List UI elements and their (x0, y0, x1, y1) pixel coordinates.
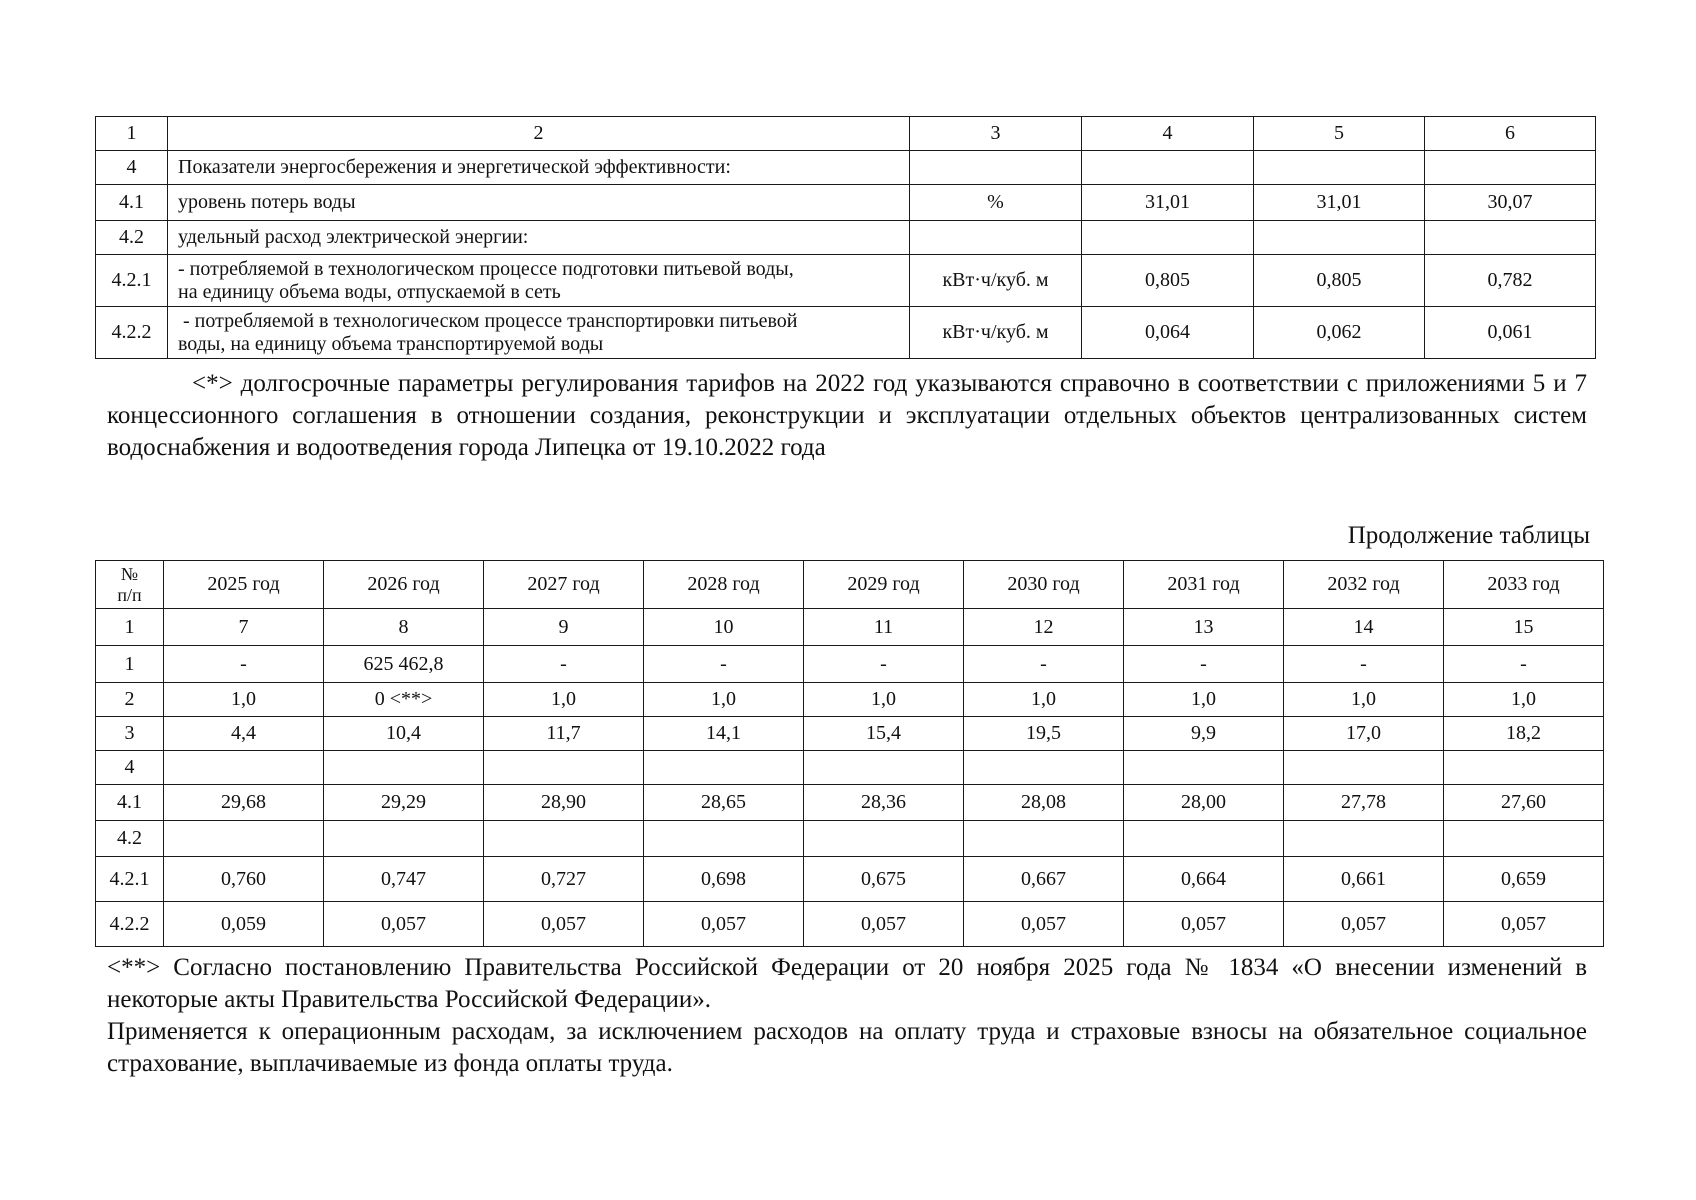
year-header: 2027 год (484, 561, 644, 609)
footnote-single-asterisk: <*> долгосрочные параметры регулирования тарифов на 2022 год указываются справочно в соответствии с приложениями 5 и 7 концессионного соглашения в отношении создания, реконструкции и эксплуатации отдельных объектов централизованных систем водоснабжения и водоотведения города Липецка от 19.10.2022 года (107, 370, 1587, 461)
table-row (96, 857, 1604, 902)
col-num: 12 (964, 609, 1124, 646)
value-cell: 28,36 (804, 785, 964, 821)
value-cell (484, 751, 644, 785)
value-cell: 0,057 (1284, 902, 1444, 947)
value-cell: 0,061 (1425, 307, 1596, 359)
value-cell: 0,698 (644, 857, 804, 902)
value-cell: - (1124, 646, 1284, 683)
indicator-name (168, 307, 910, 359)
value-cell (164, 821, 324, 857)
value-cell (1254, 221, 1425, 255)
indicators-table-continuation (95, 560, 1604, 947)
value-cell: 18,2 (1444, 717, 1604, 751)
value-cell (1082, 151, 1254, 185)
value-cell: 14,1 (644, 717, 804, 751)
table-row (96, 646, 1604, 683)
indicator-name: удельный расход электрической энергии: (168, 221, 910, 255)
value-cell: - (804, 646, 964, 683)
value-cell: 27,78 (1284, 785, 1444, 821)
indicator-name-line: воды, на единицу объема транспортируемой воды (178, 332, 604, 355)
col-num: 3 (910, 117, 1082, 151)
value-cell: 1,0 (964, 683, 1124, 717)
value-cell (964, 751, 1124, 785)
continuation-label: Продолжение таблицы (1347, 522, 1590, 549)
value-cell: 0,805 (1254, 255, 1425, 307)
row-number: 2 (96, 683, 164, 717)
value-cell: 0,675 (804, 857, 964, 902)
year-header: 2030 год (964, 561, 1124, 609)
value-cell (804, 751, 964, 785)
value-cell (324, 821, 484, 857)
value-cell: 0,059 (164, 902, 324, 947)
row-number: 4.2 (96, 221, 168, 255)
value-cell: 0 <**> (324, 683, 484, 717)
row-number: 4.2.1 (96, 857, 164, 902)
value-cell: 11,7 (484, 717, 644, 751)
value-cell: 1,0 (484, 683, 644, 717)
value-cell: 1,0 (164, 683, 324, 717)
col-num: 10 (644, 609, 804, 646)
value-cell: 0,805 (1082, 255, 1254, 307)
year-header: 2028 год (644, 561, 804, 609)
value-cell: - (964, 646, 1124, 683)
table-row (96, 821, 1604, 857)
value-cell: 0,057 (964, 902, 1124, 947)
unit-cell (910, 151, 1082, 185)
col-num: 13 (1124, 609, 1284, 646)
value-cell: 28,65 (644, 785, 804, 821)
unit-cell: % (910, 185, 1082, 221)
table-row (96, 902, 1604, 947)
col-num: 14 (1284, 609, 1444, 646)
value-cell (1124, 821, 1284, 857)
value-cell: 1,0 (644, 683, 804, 717)
value-cell (1284, 821, 1444, 857)
value-cell: 0,659 (1444, 857, 1604, 902)
value-cell (804, 821, 964, 857)
value-cell (1425, 151, 1596, 185)
table-row (96, 751, 1604, 785)
value-cell: 0,057 (1124, 902, 1284, 947)
value-cell: 0,727 (484, 857, 644, 902)
row-number: 4.2.2 (96, 902, 164, 947)
indicator-name (168, 255, 910, 307)
value-cell: 10,4 (324, 717, 484, 751)
footnote-double-asterisk: <**> Согласно постановлению Правительства Российской Федерации от 20 ноября 2025 года № 1834 «О внесении изменений в некоторые акты Правительства Российской Федерации». (107, 954, 1587, 1013)
row-number: 4.2 (96, 821, 164, 857)
table-row (96, 683, 1604, 717)
value-cell: 0,062 (1254, 307, 1425, 359)
col-num: 6 (1425, 117, 1596, 151)
value-cell: 27,60 (1444, 785, 1604, 821)
value-cell (644, 821, 804, 857)
table-row (96, 307, 1596, 359)
value-cell: - (1444, 646, 1604, 683)
indicator-name: Показатели энергосбережения и энергетической эффективности: (168, 151, 910, 185)
value-cell: 19,5 (964, 717, 1124, 751)
table-row (96, 185, 1596, 221)
col-num: 7 (164, 609, 324, 646)
col-num: 1 (96, 117, 168, 151)
table-row (96, 255, 1596, 307)
unit-cell (910, 221, 1082, 255)
col-num: 2 (168, 117, 910, 151)
value-cell: 29,68 (164, 785, 324, 821)
value-cell: 0,747 (324, 857, 484, 902)
value-cell: 0,057 (804, 902, 964, 947)
value-cell (1425, 221, 1596, 255)
value-cell (1124, 751, 1284, 785)
row-number: 4.2.1 (96, 255, 168, 307)
value-cell (964, 821, 1124, 857)
value-cell: 1,0 (1444, 683, 1604, 717)
value-cell: 1,0 (1124, 683, 1284, 717)
value-cell: 0,782 (1425, 255, 1596, 307)
value-cell: 29,29 (324, 785, 484, 821)
value-cell: 0,057 (324, 902, 484, 947)
value-cell (1254, 151, 1425, 185)
value-cell: 15,4 (804, 717, 964, 751)
row-number: 4.1 (96, 785, 164, 821)
value-cell: 0,661 (1284, 857, 1444, 902)
value-cell: 30,07 (1425, 185, 1596, 221)
row-number: 4 (96, 751, 164, 785)
value-cell (1444, 821, 1604, 857)
year-header: 2026 год (324, 561, 484, 609)
number-header-line: п/п (117, 584, 142, 605)
row-number: 4.1 (96, 185, 168, 221)
value-cell: 0,667 (964, 857, 1124, 902)
row-number: 4 (96, 151, 168, 185)
table-row (96, 785, 1604, 821)
column-number-row (96, 117, 1596, 151)
value-cell: 28,00 (1124, 785, 1284, 821)
year-header: 2033 год (1444, 561, 1604, 609)
value-cell: 1,0 (804, 683, 964, 717)
value-cell: 31,01 (1082, 185, 1254, 221)
value-cell: 4,4 (164, 717, 324, 751)
number-header (96, 561, 164, 609)
value-cell (1284, 751, 1444, 785)
value-cell: 0,064 (1082, 307, 1254, 359)
year-header: 2029 год (804, 561, 964, 609)
col-num: 9 (484, 609, 644, 646)
year-header: 2025 год (164, 561, 324, 609)
col-num: 11 (804, 609, 964, 646)
value-cell: 0,057 (484, 902, 644, 947)
row-number: 1 (96, 646, 164, 683)
value-cell: 1,0 (1284, 683, 1444, 717)
value-cell: 9,9 (1124, 717, 1284, 751)
value-cell: 0,664 (1124, 857, 1284, 902)
value-cell (644, 751, 804, 785)
indicator-name: уровень потерь воды (168, 185, 910, 221)
value-cell: 31,01 (1254, 185, 1425, 221)
value-cell: 17,0 (1284, 717, 1444, 751)
value-cell: 28,90 (484, 785, 644, 821)
row-number: 3 (96, 717, 164, 751)
indicator-name-line: - потребляемой в технологическом процессе подготовки питьевой воды, (178, 258, 794, 281)
col-num: 5 (1254, 117, 1425, 151)
value-cell: 0,057 (644, 902, 804, 947)
application-note: Применяется к операционным расходам, за исключением расходов на оплату труда и страховые взносы на обязательное социальное страхование, выплачиваемые из фонда оплаты труда. (107, 1018, 1587, 1077)
table-row (96, 221, 1596, 255)
value-cell: 0,057 (1444, 902, 1604, 947)
indicator-name-line: на единицу объема воды, отпускаемой в сеть (178, 280, 561, 303)
number-header-line: № (120, 564, 139, 585)
year-header: 2031 год (1124, 561, 1284, 609)
value-cell: 625 462,8 (324, 646, 484, 683)
table-row (96, 151, 1596, 185)
value-cell: 28,08 (964, 785, 1124, 821)
value-cell: 0,760 (164, 857, 324, 902)
unit-cell: кВт·ч/куб. м (910, 307, 1082, 359)
col-num: 4 (1082, 117, 1254, 151)
value-cell (164, 751, 324, 785)
table-row (96, 717, 1604, 751)
col-num: 8 (324, 609, 484, 646)
unit-cell: кВт·ч/куб. м (910, 255, 1082, 307)
value-cell (484, 821, 644, 857)
value-cell (324, 751, 484, 785)
value-cell: - (644, 646, 804, 683)
column-number-row (96, 609, 1604, 646)
col-num: 1 (96, 609, 164, 646)
col-num: 15 (1444, 609, 1604, 646)
value-cell (1082, 221, 1254, 255)
indicator-name-line: - потребляемой в технологическом процессе транспортировки питьевой (178, 310, 798, 333)
row-number: 4.2.2 (96, 307, 168, 359)
indicators-table-top (95, 116, 1596, 359)
year-header-row (96, 561, 1604, 609)
value-cell: - (164, 646, 324, 683)
value-cell: - (484, 646, 644, 683)
year-header: 2032 год (1284, 561, 1444, 609)
value-cell: - (1284, 646, 1444, 683)
value-cell (1444, 751, 1604, 785)
